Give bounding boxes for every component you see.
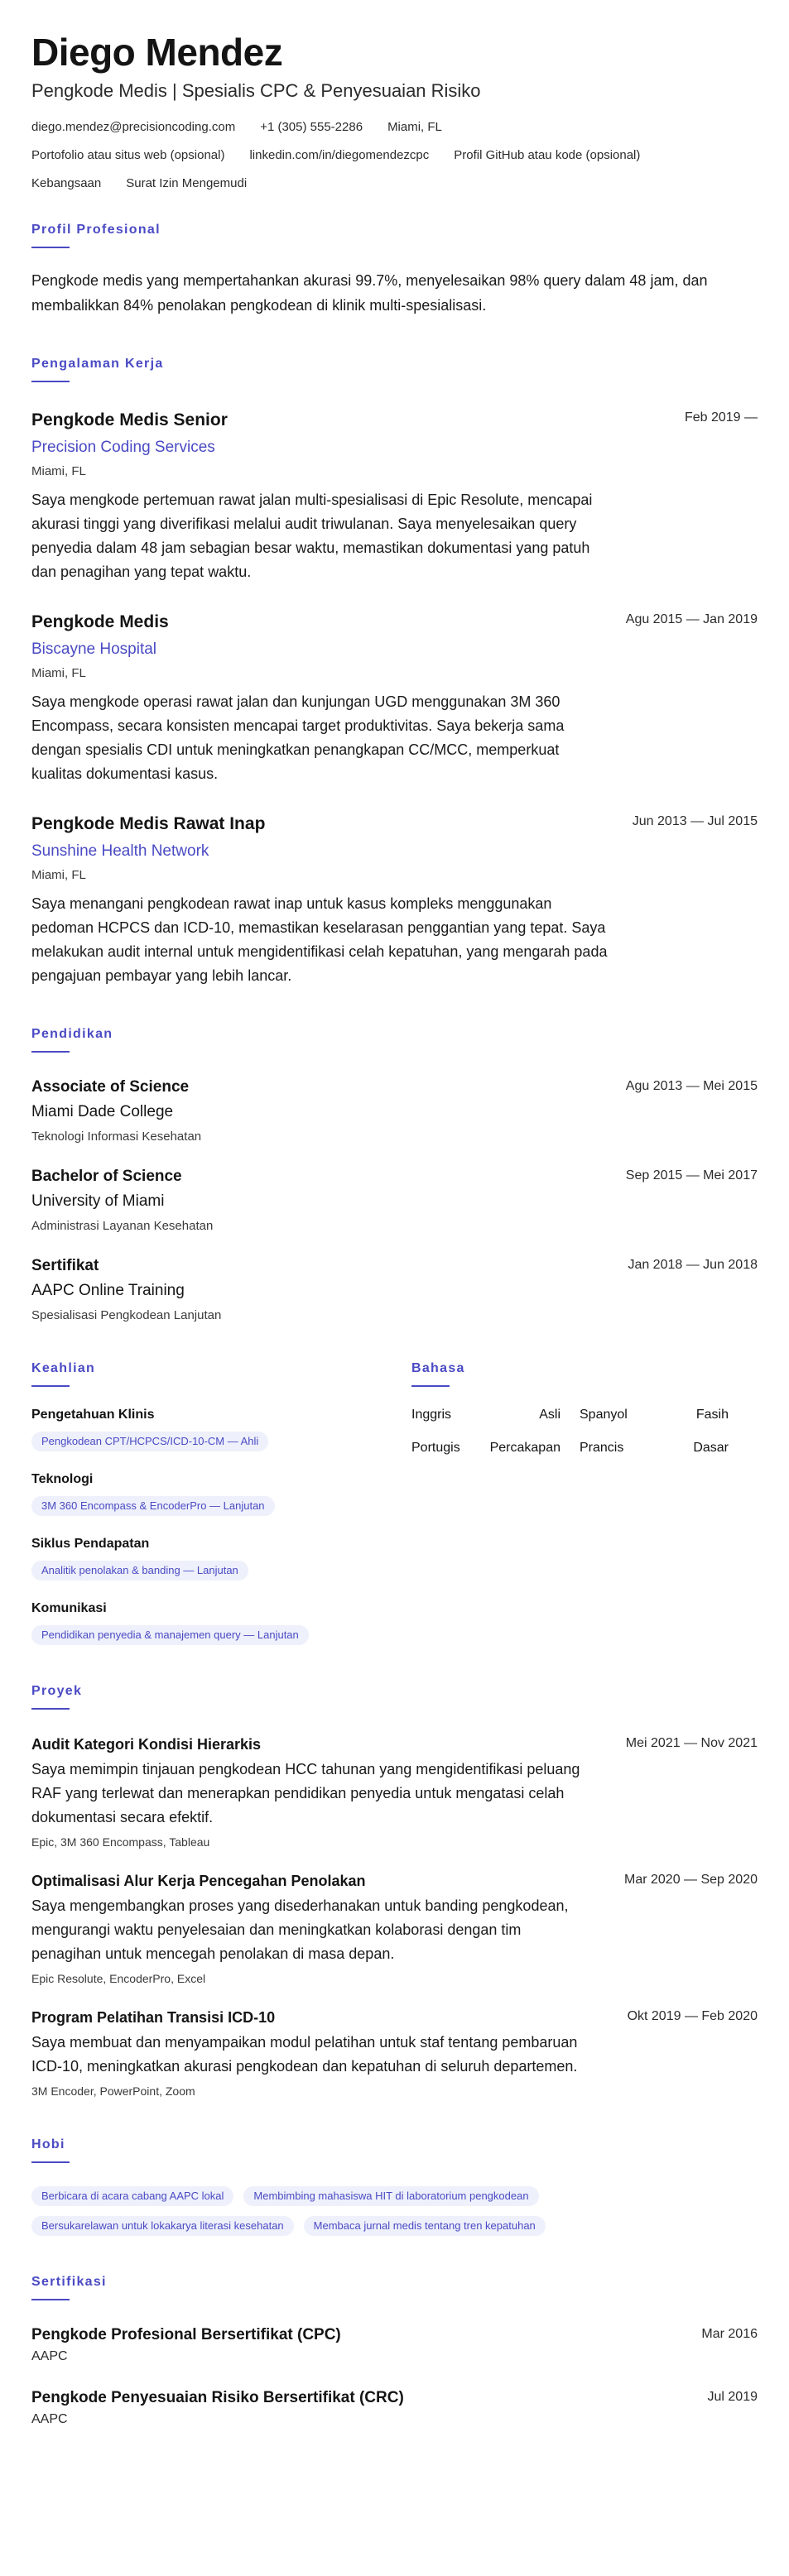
section-title: Profil Profesional [31, 223, 161, 237]
job-entry [31, 813, 758, 988]
candidate-headline: Pengkode Medis | Spesialis CPC & Penyesuaian Risiko [31, 80, 481, 101]
job-location: Miami, FL [31, 464, 86, 478]
resume-header [31, 31, 758, 192]
certification-date: Jul 2019 [707, 2390, 758, 2404]
contact-location: Miami, FL [387, 120, 442, 134]
profile-section [31, 222, 758, 318]
skill-name: Komunikasi [31, 1601, 107, 1615]
section-title: Bahasa [411, 1361, 465, 1375]
education-entry [31, 1167, 758, 1235]
skill-name: Siklus Pendapatan [31, 1537, 150, 1551]
education-field: Spesialisasi Pengkodean Lanjutan [31, 1308, 222, 1322]
language-name: Spanyol [580, 1408, 628, 1422]
project-dates: Okt 2019 — Feb 2020 [627, 2009, 758, 2023]
language-item [580, 1407, 729, 1423]
contact-github[interactable]: Profil GitHub atau kode (opsional) [454, 148, 641, 162]
skill-pill: 3M 360 Encompass & EncoderPro — Lanjutan [31, 1496, 275, 1516]
project-tech: 3M Encoder, PowerPoint, Zoom [31, 2084, 195, 2098]
certification-issuer: AAPC [31, 2349, 68, 2363]
education-dates: Jan 2018 — Jun 2018 [628, 1258, 758, 1272]
project-entry [31, 2008, 758, 2099]
education-field: Administrasi Layanan Kesehatan [31, 1219, 214, 1233]
project-entry [31, 1871, 758, 1986]
contact-phone[interactable]: +1 (305) 555-2286 [260, 120, 363, 134]
job-company: Biscayne Hospital [31, 640, 157, 658]
job-entry [31, 611, 758, 786]
job-dates: Agu 2015 — Jan 2019 [625, 612, 758, 626]
certification-title: Pengkode Penyesuaian Risiko Bersertifikat (CRC) [31, 2389, 404, 2406]
contact-license: Surat Izin Mengemudi [126, 176, 248, 190]
language-item [411, 1440, 560, 1456]
language-name: Portugis [411, 1441, 460, 1455]
language-item [580, 1440, 729, 1456]
section-underline [31, 381, 70, 382]
candidate-name: Diego Mendez [31, 31, 283, 74]
contact-portfolio[interactable]: Portofolio atau situs web (opsional) [31, 148, 225, 162]
project-description: Saya membuat dan menyampaikan modul pelatihan untuk staf tentang pembaruan ICD-10, meningkatkan akurasi pengkodean dan kepatuhan di seluruh departemen. [31, 2034, 578, 2075]
section-underline [31, 1385, 70, 1387]
project-tech: Epic, 3M 360 Encompass, Tableau [31, 1835, 210, 1849]
section-title: Keahlian [31, 1361, 96, 1375]
section-underline [31, 2299, 70, 2300]
hobby-pill: Membaca jurnal medis tentang tren kepatuhan [304, 2216, 546, 2236]
project-title: Program Pelatihan Transisi ICD-10 [31, 2009, 276, 2026]
skill-group [31, 1536, 411, 1581]
project-description: Saya mengembangkan proses yang disederhanakan untuk banding pengkodean, mengurangi waktu penyelesaian dan meningkatkan kolaborasi dengan tim penagihan untuk mencegah penolakan di masa depan. [31, 1897, 569, 1962]
projects-section [31, 1683, 758, 2099]
certification-entry [31, 2325, 758, 2365]
language-level: Percakapan [489, 1441, 560, 1455]
job-entry [31, 409, 758, 584]
skills-section [31, 1360, 411, 1645]
education-degree: Associate of Science [31, 1078, 190, 1096]
education-dates: Agu 2013 — Mei 2015 [625, 1079, 758, 1093]
section-underline [31, 2161, 70, 2163]
project-dates: Mar 2020 — Sep 2020 [624, 1873, 758, 1887]
job-company: Sunshine Health Network [31, 842, 209, 860]
job-title: Pengkode Medis Rawat Inap [31, 814, 266, 833]
job-location: Miami, FL [31, 868, 86, 882]
certification-date: Mar 2016 [701, 2327, 758, 2341]
education-entry [31, 1256, 758, 1324]
certification-title: Pengkode Profesional Bersertifikat (CPC) [31, 2326, 341, 2343]
project-dates: Mei 2021 — Nov 2021 [625, 1736, 758, 1750]
language-level: Dasar [693, 1441, 729, 1455]
hobby-pill: Berbicara di acara cabang AAPC lokal [31, 2186, 233, 2206]
section-underline [31, 1051, 70, 1053]
project-title: Optimalisasi Alur Kerja Pencegahan Penolakan [31, 1873, 366, 1889]
section-title: Hobi [31, 2137, 65, 2151]
project-title: Audit Kategori Kondisi Hierarkis [31, 1736, 262, 1753]
skill-name: Pengetahuan Klinis [31, 1408, 155, 1422]
education-school: University of Miami [31, 1192, 165, 1210]
education-section [31, 1026, 758, 1324]
project-description: Saya memimpin tinjauan pengkodean HCC tahunan yang mengidentifikasi peluang RAF yang terlewat dan menerapkan pendidikan penyedia untuk mengatasi celah dokumentasi secara efektif. [31, 1761, 580, 1825]
education-degree: Bachelor of Science [31, 1168, 182, 1185]
job-dates: Jun 2013 — Jul 2015 [632, 814, 758, 828]
section-underline [31, 1708, 70, 1710]
language-level: Fasih [695, 1408, 729, 1422]
language-name: Prancis [580, 1441, 624, 1455]
hobby-pill: Bersukarelawan untuk lokakarya literasi kesehatan [31, 2216, 294, 2236]
section-title: Pendidikan [31, 1027, 113, 1041]
education-school: Miami Dade College [31, 1103, 174, 1120]
job-dates: Feb 2019 — [684, 410, 758, 425]
job-title: Pengkode Medis [31, 612, 169, 631]
job-description: Saya mengkode operasi rawat jalan dan kunjungan UGD menggunakan 3M 360 Encompass, secara konsisten mencapai target produktivitas. Saya bekerja sama dengan spesialis CDI untuk meningkatkan penangkapan CC/MCC, memperkuat kualitas dokumentasi kasus. [31, 693, 565, 782]
certification-issuer: AAPC [31, 2412, 68, 2426]
contact-block [31, 119, 758, 192]
certification-entry [31, 2388, 758, 2428]
section-title: Proyek [31, 1684, 83, 1698]
education-school: AAPC Online Training [31, 1282, 185, 1299]
section-underline [411, 1385, 450, 1387]
section-underline [31, 247, 70, 248]
skill-pill: Pendidikan penyedia & manajemen query — Lanjutan [31, 1625, 309, 1645]
contact-linkedin[interactable]: linkedin.com/in/diegomendezcpc [249, 148, 430, 162]
hobbies-section [31, 2137, 758, 2236]
language-item [411, 1407, 560, 1423]
profile-summary: Pengkode medis yang mempertahankan akurasi 99.7%, menyelesaikan 98% query dalam 48 jam, dan membalikkan 84% penolakan pengkodean di klinik multi-spesialisasi. [31, 272, 708, 314]
languages-section [411, 1360, 758, 1645]
job-description: Saya menangani pengkodean rawat inap untuk kasus kompleks menggunakan pedoman HCPCS dan ICD-10, memastikan keselarasan penggantian yang tepat. Saya melakukan audit internal untuk mengidentifikasi celah kepatuhan, yang mengarah pada pengajuan pembayar yang lebih lancar. [31, 895, 608, 984]
project-entry [31, 1734, 758, 1849]
job-company: Precision Coding Services [31, 439, 215, 456]
language-level: Asli [539, 1408, 560, 1422]
skill-group [31, 1471, 411, 1516]
skill-group [31, 1407, 411, 1451]
job-title: Pengkode Medis Senior [31, 410, 228, 429]
skill-group [31, 1600, 411, 1645]
job-description: Saya mengkode pertemuan rawat jalan multi-spesialisasi di Epic Resolute, mencapai akurasi tinggi yang diverifikasi melalui audit triwulanan. Saya menyelesaikan query penyedia dalam 48 jam sebagian besar waktu, memastikan dokumentasi yang patuh dan penagihan yang tepat waktu. [31, 492, 593, 580]
skills-languages-row [31, 1360, 758, 1645]
section-title: Pengalaman Kerja [31, 357, 164, 371]
education-degree: Sertifikat [31, 1257, 99, 1274]
language-name: Inggris [411, 1408, 452, 1422]
education-field: Teknologi Informasi Kesehatan [31, 1130, 202, 1144]
hobby-pill: Membimbing mahasiswa HIT di laboratorium pengkodean [243, 2186, 538, 2206]
certifications-section [31, 2274, 758, 2428]
section-title: Sertifikasi [31, 2275, 107, 2289]
education-entry [31, 1077, 758, 1145]
language-list [411, 1407, 758, 1456]
education-dates: Sep 2015 — Mei 2017 [625, 1168, 758, 1182]
experience-section [31, 356, 758, 988]
job-location: Miami, FL [31, 666, 86, 680]
skill-pill: Analitik penolakan & banding — Lanjutan [31, 1561, 248, 1581]
skill-name: Teknologi [31, 1472, 94, 1486]
contact-citizenship: Kebangsaan [31, 176, 102, 190]
contact-email[interactable]: diego.mendez@precisioncoding.com [31, 120, 236, 134]
skill-pill: Pengkodean CPT/HCPCS/ICD-10-CM — Ahli [31, 1432, 268, 1451]
hobby-list [31, 2176, 661, 2236]
project-tech: Epic Resolute, EncoderPro, Excel [31, 1972, 206, 1985]
